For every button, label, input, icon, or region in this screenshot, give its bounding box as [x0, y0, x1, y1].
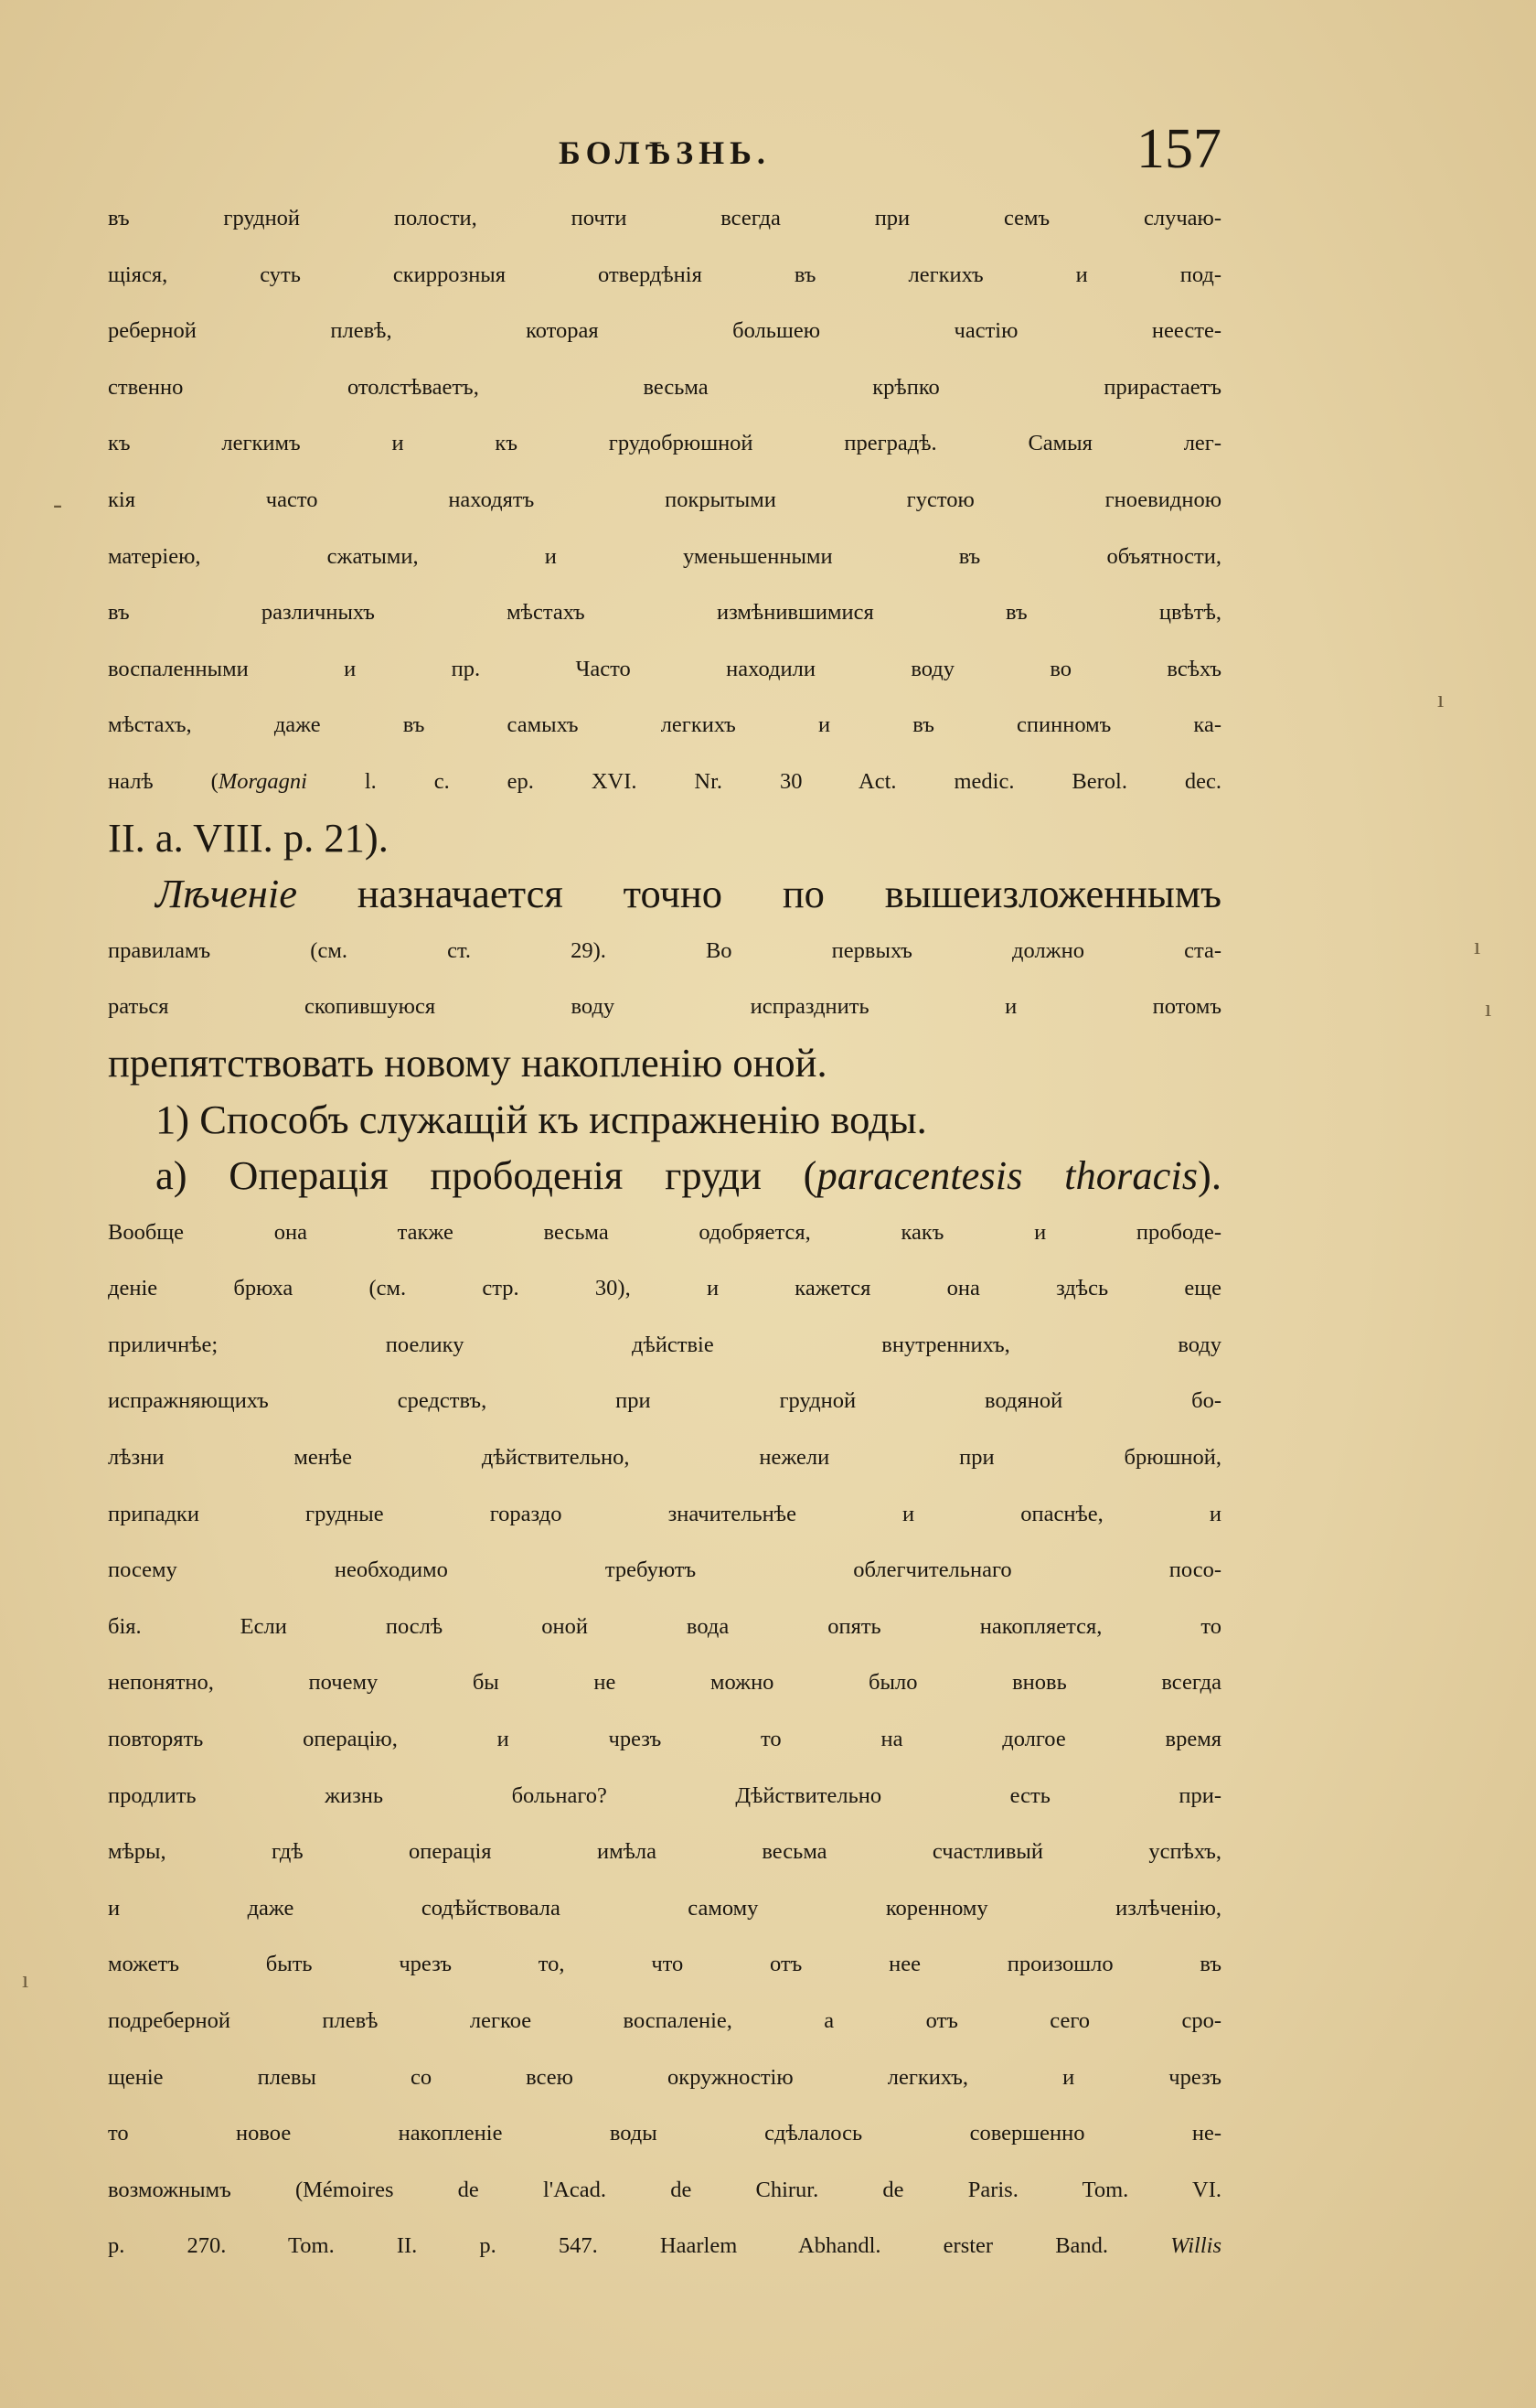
text-line — [108, 247, 1221, 304]
italic-text: Willis — [1170, 2233, 1221, 2259]
text-line — [108, 1599, 1221, 1655]
line-text: налѣ ( — [108, 768, 219, 794]
line-text: и даже содѣйствовала самому коренному излѣченію, — [108, 1895, 1221, 1921]
text-line — [108, 923, 1221, 979]
line-text: матеріею, сжатыми, и уменьшенными въ объятности, — [108, 543, 1221, 569]
line-text: щіяся, суть скиррозныя отвердѣнія въ легкихъ и под- — [108, 262, 1221, 287]
line-text: ственно отолстѣваетъ, весьма крѣпко прирастаетъ — [108, 374, 1221, 400]
text-line — [108, 754, 1221, 810]
text-line — [108, 1768, 1221, 1825]
line-text: испражняющихъ средствъ, при грудной водяной бо- — [108, 1388, 1221, 1414]
line-text: l. c. ep. XVI. Nr. 30 Act. medic. Berol. dec. — [306, 768, 1222, 794]
page-body — [108, 190, 1221, 2274]
text-line — [108, 2162, 1221, 2219]
text-line — [108, 359, 1221, 416]
text-line — [108, 472, 1221, 529]
line-text: повторять операцію, и чрезъ то на долгое время — [108, 1727, 1221, 1752]
line-text: продлить жизнь больнаго? Дѣйствительно есть при- — [108, 1782, 1221, 1808]
text-line — [108, 584, 1221, 641]
line-text: подреберной плевѣ легкое воспаленіе, а отъ сего сро- — [108, 2008, 1221, 2033]
line-text: къ легкимъ и къ грудобрюшной преградѣ. Самыя лег- — [108, 431, 1221, 456]
line-text: бія. Если послѣ оной вода опять накопляется, то — [108, 1613, 1221, 1639]
text-line — [108, 2105, 1221, 2162]
text-line — [108, 1880, 1221, 1937]
line-text: припадки грудные гораздо значительнѣе и опаснѣе, и — [108, 1501, 1221, 1526]
text-line — [108, 1936, 1221, 1993]
text-line — [108, 190, 1221, 247]
text-line — [108, 1317, 1221, 1374]
line-text: въ грудной полости, почти всегда при семъ случаю- — [108, 206, 1221, 230]
margin-tick-mark: ı — [1485, 995, 1492, 1022]
line-text: II. a. VIII. p. 21). — [108, 814, 389, 861]
running-head: БОЛѢЗНЬ. — [559, 134, 771, 171]
text-line — [108, 810, 1221, 867]
line-text: 1) Способъ служащій къ испражненію воды. — [155, 1096, 927, 1142]
text-line — [108, 1260, 1221, 1317]
line-text: можетъ быть чрезъ то, что отъ нее произошло въ — [108, 1952, 1221, 1977]
text-line — [108, 529, 1221, 585]
line-text: мѣстахъ, даже въ самыхъ легкихъ и въ спинномъ ка- — [108, 712, 1221, 738]
line-text: назначается точно по вышеизложеннымъ — [297, 871, 1221, 917]
italic-text: Лѣченіе — [155, 871, 297, 917]
text-line — [108, 1148, 1221, 1204]
page-number: 157 — [1136, 118, 1221, 180]
line-text: правиламъ (см. ст. 29). Во первыхъ должно ста- — [108, 937, 1221, 963]
margin-tick-mark: ı — [22, 1966, 29, 1993]
text-line — [108, 415, 1221, 472]
page-header — [108, 118, 1221, 183]
text-line — [108, 1429, 1221, 1486]
text-line — [108, 1092, 1221, 1149]
text-line — [108, 1373, 1221, 1429]
text-line — [108, 1824, 1221, 1880]
line-text: лѣзни менѣе дѣйствительно, нежели при брюшной, — [108, 1445, 1221, 1471]
italic-text: paracentesis thoracis — [816, 1152, 1199, 1199]
line-text: мѣры, гдѣ операція имѣла весьма счастливый успѣхъ, — [108, 1839, 1221, 1865]
text-line — [108, 1711, 1221, 1768]
text-line — [108, 1204, 1221, 1261]
line-text: щеніе плевы со всею окружностію легкихъ, и чрезъ — [108, 2064, 1221, 2090]
text-line — [108, 1542, 1221, 1599]
text-line — [108, 697, 1221, 754]
text-line — [108, 979, 1221, 1035]
line-text: а) Операція прободенія груди ( — [155, 1152, 817, 1199]
text-line — [108, 641, 1221, 698]
line-text: приличнѣе; поелику дѣйствіе внутреннихъ, воду — [108, 1332, 1221, 1357]
margin-tick-mark: ı — [1437, 686, 1445, 712]
line-text: раться скопившуюся воду испразднить и потомъ — [108, 994, 1221, 1020]
line-text: препятствовать новому накопленію оной. — [108, 1039, 827, 1086]
text-line — [108, 1993, 1221, 2049]
line-text: непонятно, почему бы не можно было вновь всегда — [108, 1670, 1221, 1696]
text-line — [108, 1035, 1221, 1092]
text-line — [108, 1486, 1221, 1543]
line-text: кія часто находятъ покрытыми густою гноевидною — [108, 487, 1221, 512]
line-text: ). — [1198, 1152, 1221, 1199]
text-line — [108, 1654, 1221, 1711]
line-text: реберной плевѣ, которая большею частію неесте- — [108, 318, 1221, 344]
text-line — [108, 303, 1221, 359]
margin-tick-mark: ı — [1474, 933, 1481, 959]
line-text: деніе брюха (см. стр. 30), и кажется она здѣсь еще — [108, 1276, 1221, 1301]
line-text: въ различныхъ мѣстахъ измѣнившимися въ цвѣтѣ, — [108, 600, 1221, 626]
text-line — [108, 2049, 1221, 2106]
line-text: посему необходимо требуютъ облегчительнаго посо- — [108, 1557, 1221, 1583]
text-line — [108, 2218, 1221, 2274]
text-line — [108, 866, 1221, 923]
line-text: p. 270. Tom. II. p. 547. Haarlem Abhandl. erster Band. — [108, 2233, 1171, 2259]
line-text: воспаленными и пр. Часто находили воду во всѣхъ — [108, 656, 1221, 681]
margin-dash-mark: - — [53, 489, 62, 519]
line-text: то новое накопленіе воды сдѣлалось совершенно не- — [108, 2121, 1221, 2146]
line-text: Вообще она также весьма одобряется, какъ и прободе- — [108, 1219, 1221, 1245]
line-text: возможнымъ (Mémoires de l'Acad. de Chirur. de Paris. Tom. VI. — [108, 2177, 1221, 2202]
italic-text: Morgagni — [218, 768, 307, 794]
